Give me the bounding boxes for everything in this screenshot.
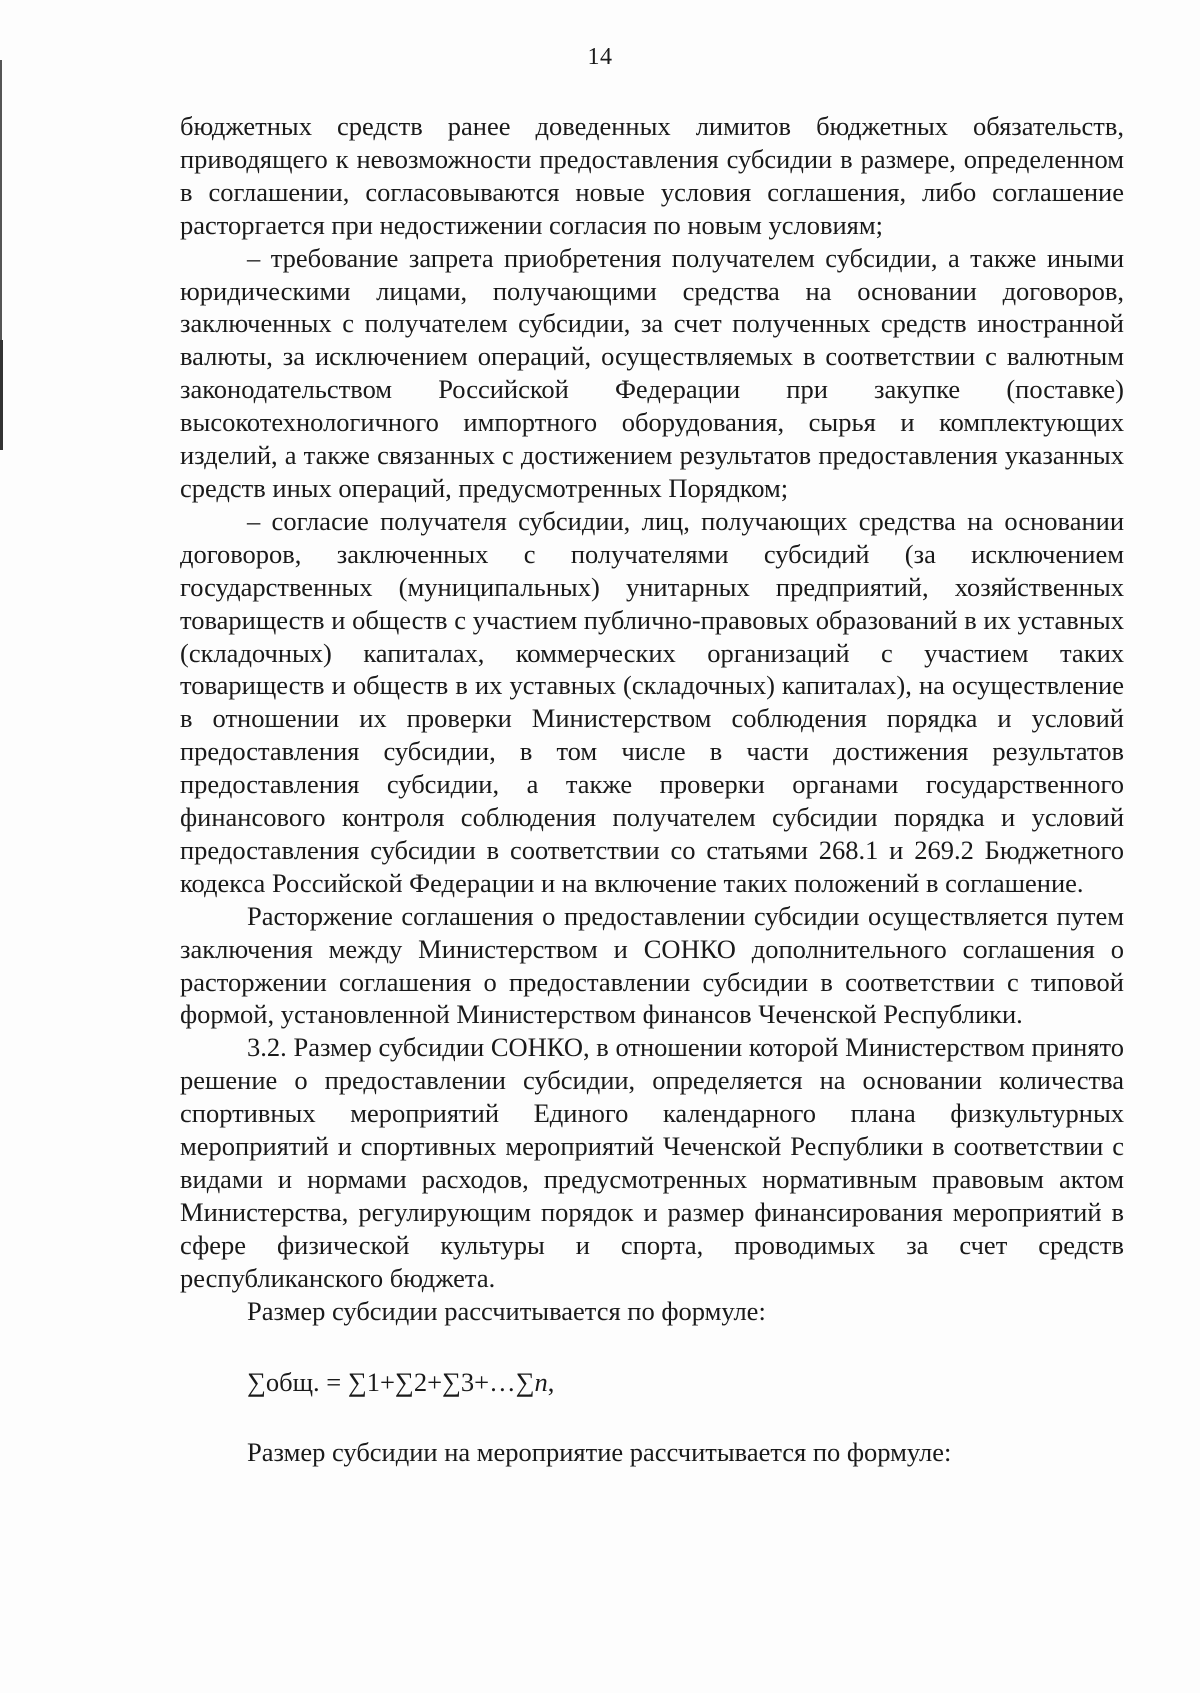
formula-tail: , xyxy=(547,1366,555,1397)
paragraph-continuation: бюджетных средств ранее доведенных лимитов бюджетных обязательств, приводящего к невозможности предоставления субсидии в размере, определенном в соглашении, согласовываются новые условия соглашения, либо соглашение расторгается при недостижении согласия по новым условиям; xyxy=(180,111,1124,240)
subsidy-formula xyxy=(180,1366,1124,1399)
formula-variable: n xyxy=(534,1366,548,1397)
scan-edge-mark xyxy=(0,60,2,360)
paragraph-subsidy-size: 3.2. Размер субсидии СОНКО, в отношении которой Министерством принято решение о предоставлении субсидии, определяется на основании количества спортивных мероприятий Единого календарного плана физкультурных мероприятий и спортивных мероприятий Чеченской Республики в соответствии с видами и нормами расходов, предусмотренных нормативным правовым актом Министерства, регулирующим порядок и размер финансирования мероприятий в сфере физической культуры и спорта, проводимых за счет средств республиканского бюджета. xyxy=(180,1032,1124,1293)
formula-expression: ∑общ. = ∑1+∑2+∑3+…∑ xyxy=(247,1366,535,1397)
paragraph-formula-intro: Размер субсидии рассчитывается по формуле: xyxy=(247,1295,766,1326)
paragraph-event-formula-intro: Размер субсидии на мероприятие рассчитывается по формуле: xyxy=(247,1437,952,1468)
paragraph-termination: Расторжение соглашения о предоставлении субсидии осуществляется путем заключения между Министерством и СОНКО дополнительного соглашения о расторжении соглашения о предоставлении субсидии в соответствии с типовой формой, установленной Министерством финансов Чеченской Республики. xyxy=(180,900,1124,1030)
scan-edge-mark xyxy=(0,340,3,450)
paragraph-currency-ban: – требование запрета приобретения получателем субсидии, а также иными юридическими лицами, получающими средства на основании договоров, заключенных с получателем субсидии, за счет полученных средств иностранной валюты, за исключением операций, осуществляемых в соответствии с валютным законодательством Российской Федерации при закупке (поставке) высокотехнологичного импортного оборудования, сырья и комплектующих изделий, а также связанных с достижением результатов предоставления указанных средств иных операций, предусмотренных Порядком; xyxy=(180,242,1124,503)
paragraph-consent: – согласие получателя субсидии, лиц, получающих средства на основании договоров, заключенных с получателями субсидий (за исключением государственных (муниципальных) унитарных предприятий, хозяйственных товариществ и обществ с участием публично-правовых образований в их уставных (складочных) капиталах, коммерческих организаций с участием таких товариществ и обществ в их уставных (складочных) капиталах), на осуществление в отношении их проверки Министерством соблюдения порядка и условий предоставления субсидии, в том числе в части достижения результатов предоставления субсидии, а также проверки органами государственного финансового контроля соблюдения получателем субсидии порядка и условий предоставления субсидии в соответствии со статьями 268.1 и 269.2 Бюджетного кодекса Российской Федерации и на включение таких положений в соглашение. xyxy=(180,505,1124,898)
document-body xyxy=(180,110,1124,1469)
page-number: 14 xyxy=(587,44,613,70)
